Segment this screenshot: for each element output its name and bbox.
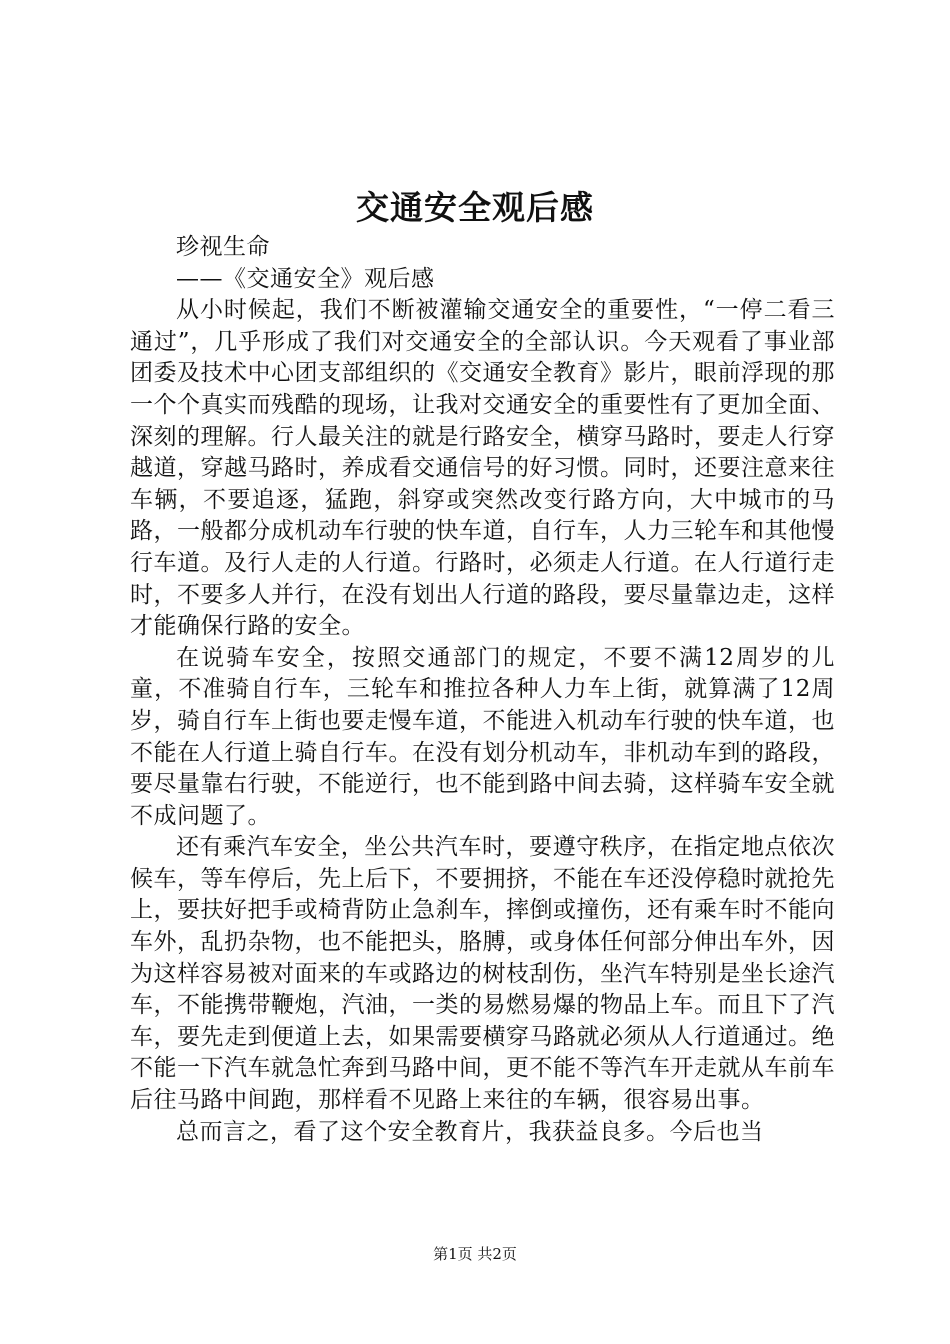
page-title: 交通安全观后感 [356,188,594,227]
document-body [130,232,835,1148]
paragraph-4: 总而言之，看了这个安全教育片，我获益良多。今后也当 [176,1118,764,1145]
paragraph-3: 还有乘汽车安全，坐公共汽车时，要遵守秩序，在指定地点依次候车，等车停后，先上后下，不要拥挤，不能在车还没停稳时就抢先上，要扶好把手或椅背防止急刹车，摔倒或撞伤，还有乘车时不能向车外，乱扔杂物，也不能把头，胳膊，或身体任何部分伸出车外，因为这样容易被对面来的车或路边的树枝刮伤，坐汽车特别是坐长途汽车，不能携带鞭炮，汽油，一类的易燃易爆的物品上车。而且下了汽车，要先走到便道上去，如果需要横穿马路就必须从人行道通过。绝不能一下汽车就急忙奔到马路中间，更不能不等汽车开走就从车前车后往马路中间跑，那样看不见路上来往的车辆，很容易出事。 [130,834,835,1114]
subtitle: 珍视生命 [176,234,270,260]
subheading: ——《交通安全》观后感 [176,265,435,292]
page-number-footer: 第1页 共2页 [433,1245,517,1263]
paragraph-2: 在说骑车安全，按照交通部门的规定，不要不满12周岁的儿童，不准骑自行车，三轮车和推拉各种人力车上街，就算满了12周岁，骑自行车上街也要走慢车道，不能进入机动车行驶的快车道，也不能在人行道上骑自行车。在没有划分机动车，非机动车到的路段，要尽量靠右行驶，不能逆行，也不能到路中间去骑，这样骑车安全就不成问题了。 [130,644,835,829]
paragraph-1: 从小时候起，我们不断被灌输交通安全的重要性，“一停二看三通过”，几乎形成了我们对交通安全的全部认识。今天观看了事业部团委及技术中心团支部组织的《交通安全教育》影片，眼前浮现的那一个个真实而残酷的现场，让我对交通安全的重要性有了更加全面、深刻的理解。行人最关注的就是行路安全，横穿马路时，要走人行穿越道，穿越马路时，养成看交通信号的好习惯。同时，还要注意来往车辆，不要追逐，猛跑，斜穿或突然改变行路方向，大中城市的马路，一般都分成机动车行驶的快车道，自行车，人力三轮车和其他慢行车道。及行人走的人行道。行路时，必须走人行道。在人行道行走时，不要多人并行，在没有划出人行道的路段，要尽量靠边走，这样才能确保行路的安全。 [130,297,835,640]
